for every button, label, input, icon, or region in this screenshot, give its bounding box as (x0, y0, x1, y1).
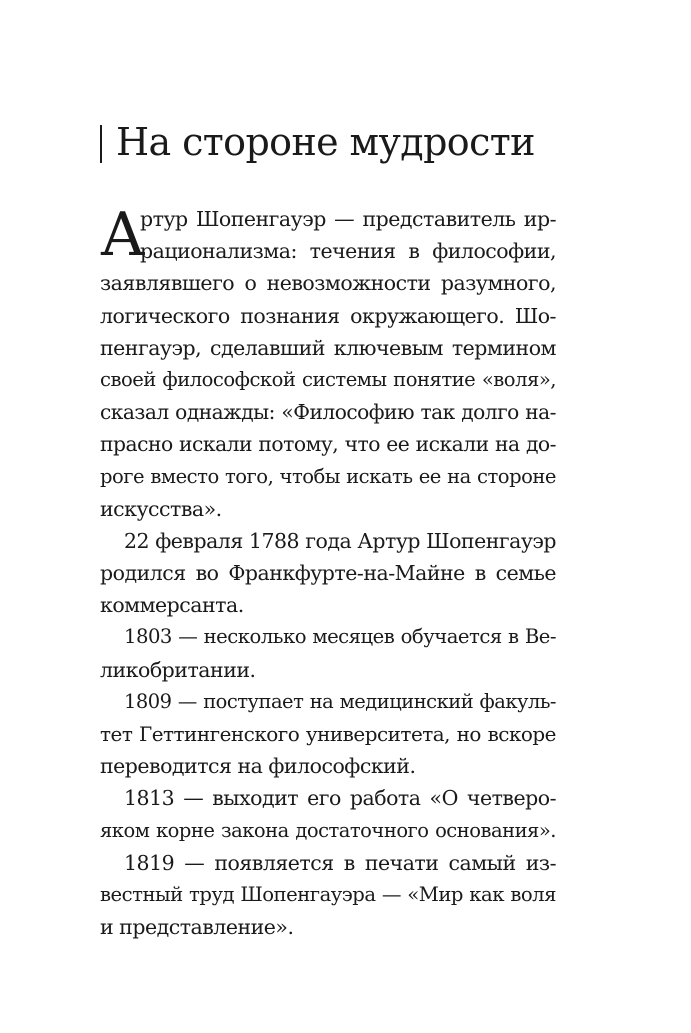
text-line: тет Геттингенского университета, но вскоре (100, 722, 556, 746)
text-line: ликобритании. (100, 657, 256, 682)
text-line: прасно искали потому, что ее искали на до- (100, 432, 556, 457)
text-line: ртур Шопенгауэр — представитель ир- (140, 207, 556, 231)
text-line: родился во Франкфурте-на-Майне в семье (100, 561, 556, 586)
body-text (100, 200, 556, 943)
text-line: своей философской системы понятие «воля», (100, 367, 556, 391)
text-line: переводится на философский. (100, 754, 416, 779)
text-line: сказал однажды: «Философию так долго на- (100, 400, 556, 425)
drop-cap: А (100, 200, 145, 270)
text-line: заявлявшего о невозможности разумного, (100, 271, 556, 296)
text-line: коммерсанта. (100, 593, 244, 618)
heading-bar-divider (100, 125, 102, 163)
text-line: логического познания окружающего. Шо- (100, 303, 556, 328)
text-line: 1809 — поступает на медицинский факуль- (124, 689, 556, 713)
text-line: и представление». (100, 915, 294, 940)
chapter-title: На стороне мудрости (116, 120, 535, 164)
text-line: 1813 — выходит его работа «О четверо- (124, 786, 556, 811)
text-line: 22 февраля 1788 года Артур Шопенгауэр (124, 528, 556, 553)
text-line: рационализма: течения в философии, (140, 239, 556, 264)
text-line: искусства». (100, 496, 222, 521)
chapter-heading (100, 112, 535, 172)
text-line: 1819 — появляется в печати самый из- (124, 850, 556, 875)
text-line: яком корне закона достаточного основания». (100, 818, 556, 842)
text-line: роге вместо того, чтобы искать ее на стороне (100, 464, 556, 488)
text-line: вестный труд Шопенгауэра — «Мир как воля (100, 882, 556, 906)
text-line: 1803 — несколько месяцев обучается в Ве- (124, 625, 556, 649)
text-line: пенгауэр, сделавший ключевым термином (100, 335, 556, 360)
